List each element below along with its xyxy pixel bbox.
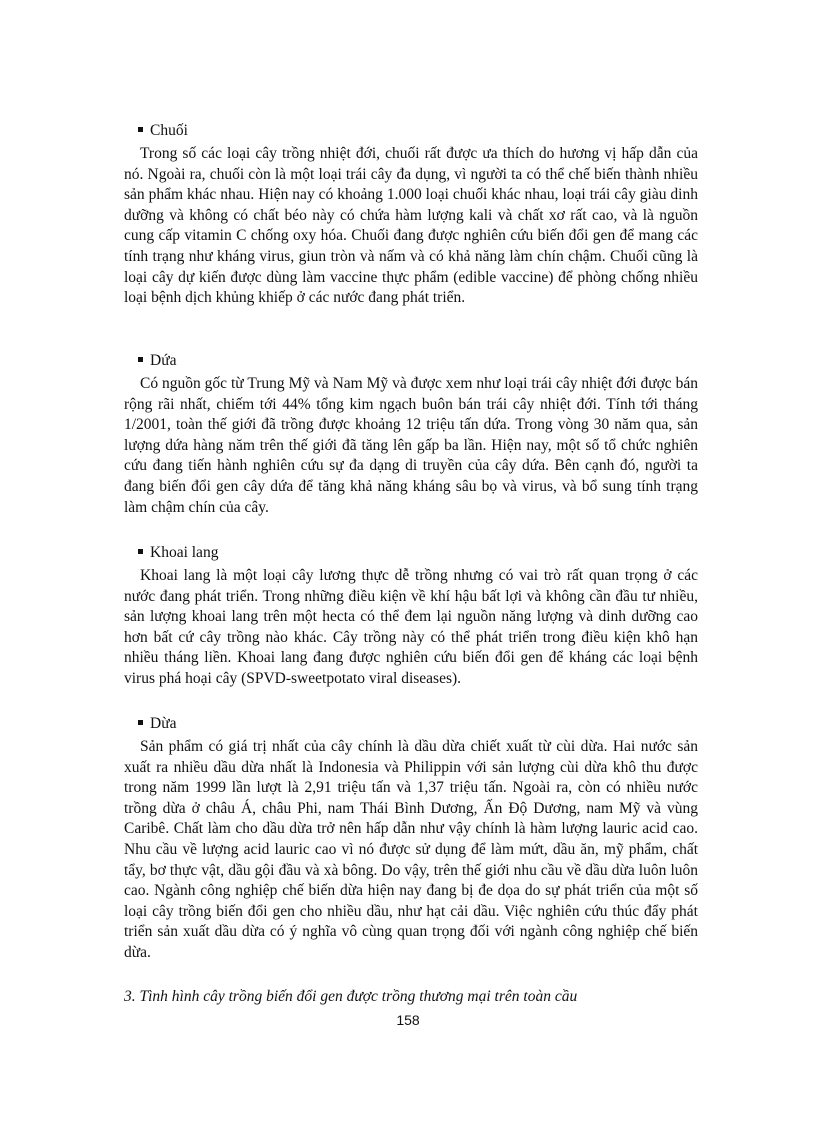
section-heading: [124, 713, 698, 735]
square-bullet-icon: [138, 127, 143, 132]
section-title: Khoai lang: [150, 544, 219, 561]
section-paragraph: Trong số các loại cây trồng nhiệt đới, chuối rất được ưa thích do hương vị hấp dẫn của nó. Ngoài ra, chuối còn là một loại trái cây đa dụng, vì người ta có thể chế biến thành nhiều sản phẩm khác nhau. Hiện nay có khoảng 1.000 loại chuối khác nhau, loại trái cây giàu dinh dưỡng và không có chất béo này có chứa hàm lượng kali và chất xơ rất cao, và là nguồn cung cấp vitamin C chống oxy hóa. Chuối đang được nghiên cứu biến đổi gen để mang các tính trạng như kháng virus, giun tròn và nấm và có khả năng làm chín chậm. Chuối cũng là loại cây dự kiến được dùng làm vaccine thực phẩm (edible vaccine) để phòng chống nhiều loại bệnh dịch khủng khiếp ở các nước đang phát triển.: [124, 145, 698, 307]
section-title: Chuối: [150, 122, 188, 139]
next-section-heading: 3. Tình hình cây trồng biến đổi gen được trồng thương mại trên toàn cầu: [124, 988, 578, 1005]
section-dua-pineapple: [124, 350, 698, 518]
section-title: Dừa: [150, 715, 177, 732]
section-chuoi: [124, 120, 698, 309]
page-number: 158: [396, 1012, 420, 1028]
section-heading: [124, 542, 698, 564]
section-paragraph: Sản phẩm có giá trị nhất của cây chính là dầu dừa chiết xuất từ cùi dừa. Hai nước sản xuất ra nhiều dầu dừa nhất là Indonesia và Philippin với sản lượng cùi dừa khô thu được trong năm 1999 lần lượt là 2,91 triệu tấn và 1,37 triệu tấn. Ngoài ra, còn có nhiều nước trồng dừa ở châu Á, châu Phi, nam Thái Bình Dương, Ấn Độ Dương, nam Mỹ và vùng Caribê. Chất làm cho dầu dừa trở nên hấp dẫn như vậy chính là hàm lượng lauric acid cao. Nhu cầu về lượng acid lauric cao vì nó được sử dụng để làm mứt, dầu ăn, mỹ phẩm, chất tẩy, bơ thực vật, dầu gội đầu và xà bông. Do vậy, trên thế giới nhu cầu về dầu dừa luôn luôn cao. Ngành công nghiệp chế biến dừa hiện nay đang bị đe dọa do sự phát triển của một số loại cây trồng biến đổi gen cho nhiều dầu, như hạt cải dầu. Việc nghiên cứu thúc đẩy phát triển sản xuất dầu dừa có ý nghĩa vô cùng quan trọng đối với ngành công nghiệp chế biến dừa.: [124, 738, 698, 961]
square-bullet-icon: [138, 549, 143, 554]
square-bullet-icon: [138, 720, 143, 725]
square-bullet-icon: [138, 357, 143, 362]
section-title: Dứa: [150, 352, 177, 369]
section-dua-coconut: [124, 713, 698, 964]
section-paragraph: Có nguồn gốc từ Trung Mỹ và Nam Mỹ và được xem như loại trái cây nhiệt đới được bán rộng rãi nhất, chiếm tới 44% tổng kim ngạch buôn bán trái cây nhiệt đới. Tính tới tháng 1/2001, toàn thế giới đã trồng được khoảng 12 triệu tấn dứa. Trong vòng 30 năm qua, sản lượng dứa hàng năm trên thế giới đã tăng lên gấp ba lần. Hiện nay, một số tổ chức nghiên cứu đang tiến hành nghiên cứu sự đa dạng di truyền của cây dứa. Bên cạnh đó, người ta đang biến đổi gen cây dứa để tăng khả năng kháng sâu bọ và virus, và bổ sung tính trạng làm chậm chín của cây.: [124, 375, 698, 516]
section-heading: [124, 350, 698, 372]
section-khoai-lang: [124, 542, 698, 690]
section-heading: [124, 120, 698, 142]
section-paragraph: Khoai lang là một loại cây lương thực dễ trồng nhưng có vai trò rất quan trọng ở các nước đang phát triển. Trong những điều kiện về khí hậu bất lợi và không cần đầu tư nhiều, sản lượng khoai lang trên một hecta có thể đem lại nguồn năng lượng và dinh dưỡng cao hơn bất cứ cây trồng nào khác. Cây trồng này có thể phát triển trong điều kiện khô hạn nhiều tháng liền. Khoai lang đang được nghiên cứu biến đổi gen để kháng các loại bệnh virus phá hoại cây (SPVD-sweetpotato viral diseases).: [124, 567, 698, 687]
